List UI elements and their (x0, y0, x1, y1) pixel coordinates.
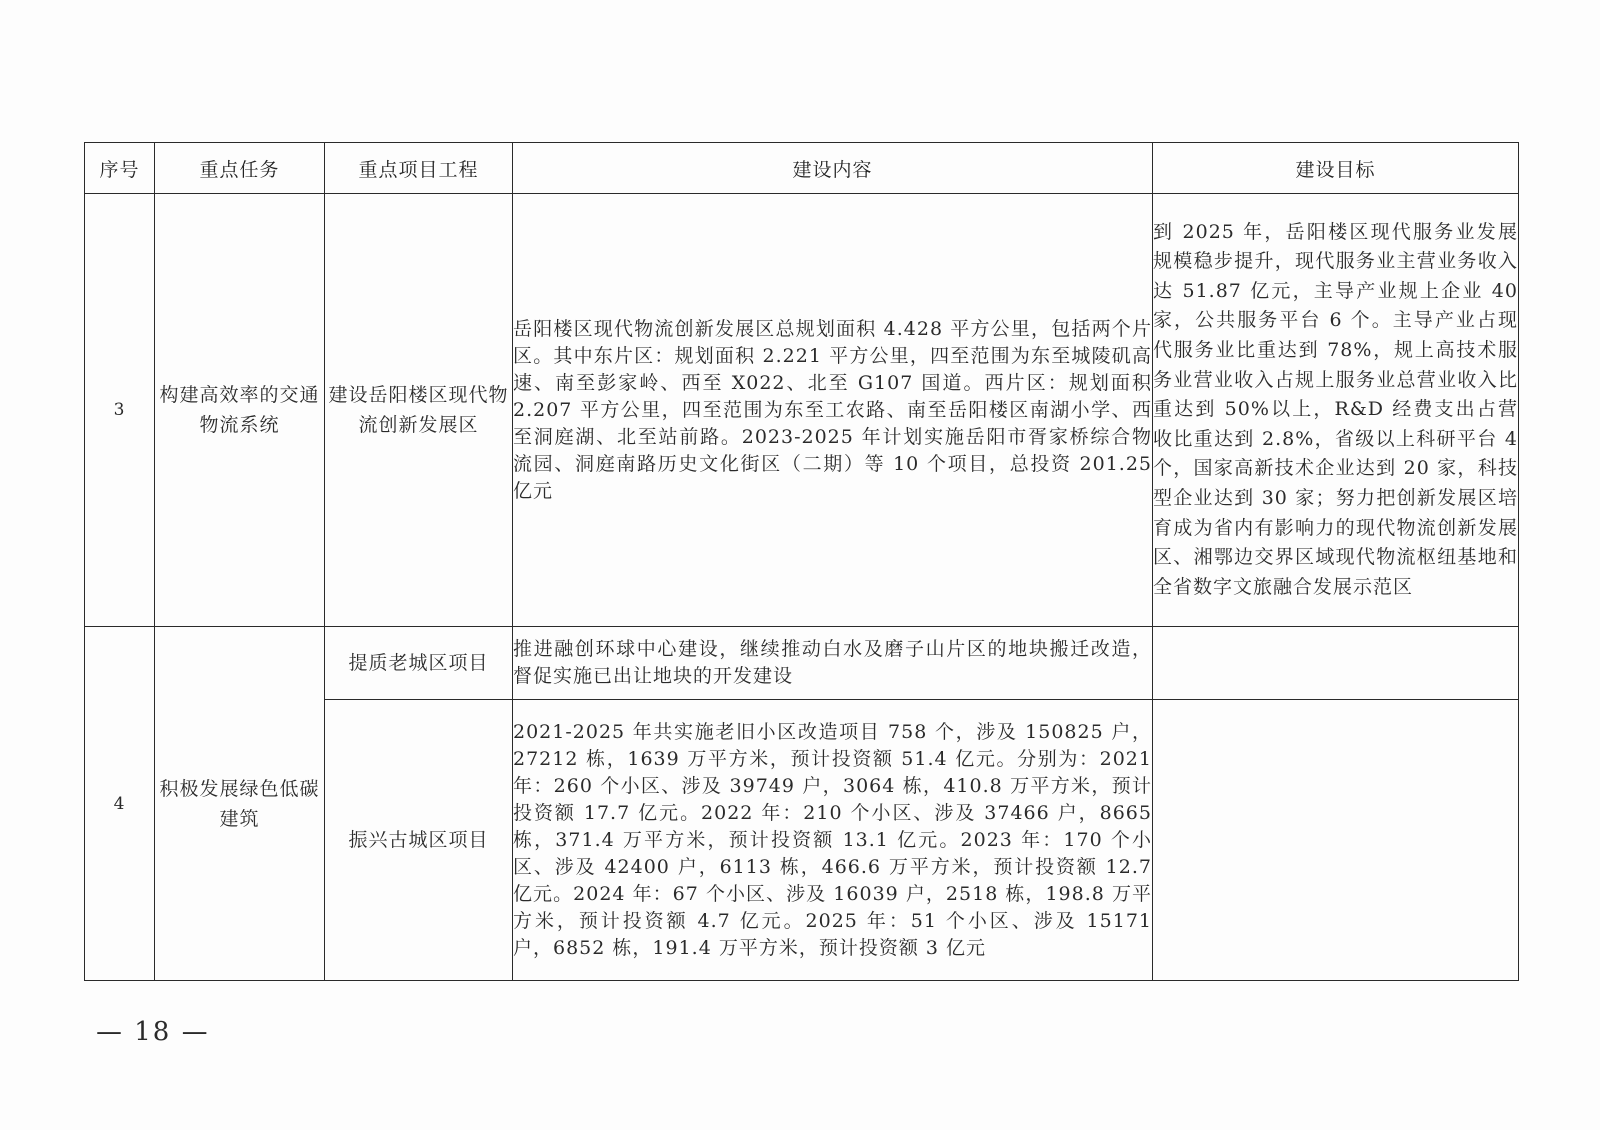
table-row (85, 627, 1519, 700)
header-task: 重点任务 (155, 143, 325, 194)
row-goal: 到 2025 年，岳阳楼区现代服务业发展规模稳步提升，现代服务业主营业务收入达 51.87 亿元，主导产业规上企业 40 家，公共服务平台 6 个。主导产业占现代服务业比重达到 78%，规上高技术服务业营业收入占规上服务业总营业收入比重达到 50%以上，R&D 经费支出占营收比重达到 2.8%，省级以上科研平台 4 个，国家高新技术企业达到 20 家，科技型企业达到 30 家；努力把创新发展区培育成为省内有影响力的现代物流创新发展区、湘鄂边交界区域现代物流枢纽基地和全省数字文旅融合发展示范区 (1153, 194, 1519, 627)
row-content: 推进融创环球中心建设，继续推动白水及磨子山片区的地块搬迁改造，督促实施已出让地块的开发建设 (513, 627, 1153, 700)
row-goal (1153, 627, 1519, 700)
table-row (85, 194, 1519, 627)
row-task: 构建高效率的交通物流系统 (155, 194, 325, 627)
page-number-value: 18 (134, 1017, 172, 1047)
row-seq: 3 (85, 194, 155, 627)
page-number (96, 1017, 210, 1047)
row-task: 积极发展绿色低碳建筑 (155, 627, 325, 981)
row-project: 振兴古城区项目 (325, 700, 513, 981)
header-project: 重点项目工程 (325, 143, 513, 194)
row-project: 提质老城区项目 (325, 627, 513, 700)
header-goal: 建设目标 (1153, 143, 1519, 194)
row-seq: 4 (85, 627, 155, 981)
row-content: 岳阳楼区现代物流创新发展区总规划面积 4.428 平方公里，包括两个片区。其中东片区：规划面积 2.221 平方公里，四至范围为东至城陵矶高速、南至彭家岭、西至 X022、北至 G107 国道。西片区：规划面积 2.207 平方公里，四至范围为东至工农路、南至岳阳楼区南湖小学、西至洞庭湖、北至站前路。2023-2025 年计划实施岳阳市胥家桥综合物流园、洞庭南路历史文化街区（二期）等 10 个项目，总投资 201.25 亿元 (513, 194, 1153, 627)
row-content: 2021-2025 年共实施老旧小区改造项目 758 个，涉及 150825 户，27212 栋，1639 万平方米，预计投资额 51.4 亿元。分别为：2021 年：260 个小区、涉及 39749 户，3064 栋，410.8 万平方米，预计投资额 17.7 亿元。2022 年：210 个小区、涉及 37466 户，8665 栋，371.4 万平方米，预计投资额 13.1 亿元。2023 年：170 个小区、涉及 42400 户，6113 栋，466.6 万平方米，预计投资额 12.7 亿元。2024 年：67 个小区、涉及 16039 户，2518 栋，198.8 万平方米，预计投资额 4.7 亿元。2025 年：51 个小区、涉及 15171 户，6852 栋，191.4 万平方米，预计投资额 3 亿元 (513, 700, 1153, 981)
header-seq: 序号 (85, 143, 155, 194)
page-dash-right: — (181, 1017, 210, 1047)
key-projects-table (84, 142, 1519, 981)
row-project: 建设岳阳楼区现代物流创新发展区 (325, 194, 513, 627)
row-goal (1153, 700, 1519, 981)
table-header-row (85, 143, 1519, 194)
page-dash-left: — (96, 1017, 124, 1047)
header-content: 建设内容 (513, 143, 1153, 194)
